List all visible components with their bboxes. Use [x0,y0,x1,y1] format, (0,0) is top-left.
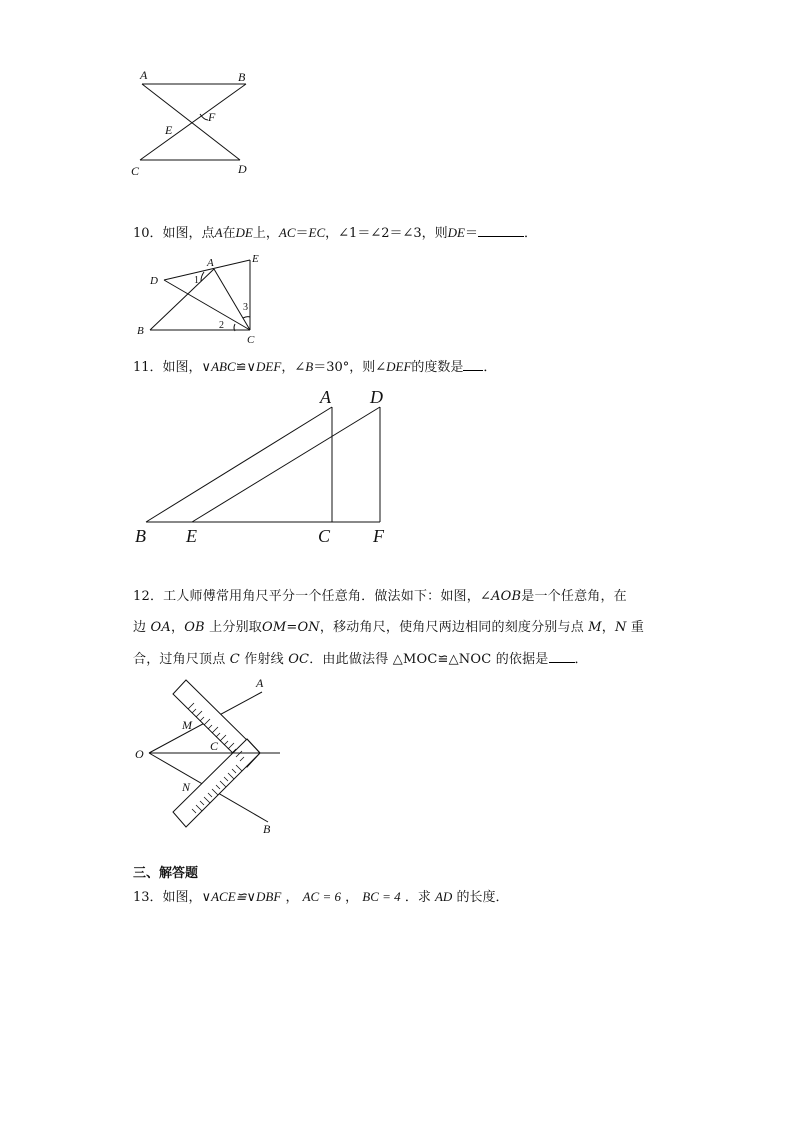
label-F: F [208,110,216,124]
label-O: O [135,747,144,761]
figure-q11 [130,385,400,550]
question-10: 10．如图，点A在DE上，AC＝EC，∠1＝∠2＝∠3，则DE＝ ． [133,225,538,241]
label-C: C [210,739,219,753]
label-C: C [131,164,140,178]
answer-blank-q12[interactable] [549,650,575,663]
label-E: E [186,526,197,546]
label-A: A [207,257,214,269]
label-D: D [370,387,383,407]
label-A: A [256,676,264,690]
q12-number: 12． [133,589,164,604]
label-D: D [238,162,247,176]
figure-q9 [120,62,280,182]
answer-blank-q10[interactable] [478,224,524,237]
label-C: C [247,334,255,346]
label-E: E [165,123,173,137]
figure-q12 [130,672,290,842]
label-1: 1 [194,275,199,286]
q13-number: 13． [133,890,163,905]
q11-number: 11． [133,360,163,375]
figure-q10 [130,250,270,346]
label-B: B [137,325,144,337]
label-B: B [238,70,246,84]
label-2: 2 [219,320,224,331]
answer-blank-q11[interactable] [463,358,483,371]
question-13: 13．如图，∨ACE≌∨DBF ， AC = 6 ， BC = 4 ．求 AD 的长度． [133,889,509,905]
label-A: A [140,68,148,82]
label-N: N [182,780,191,794]
question-12-line-3: 合，过角尺顶点 C 作射线 OC．由此做法得 △MOC≌△NOC 的依据是 ． [133,652,588,667]
question-12-line-1: 12．工人师傅常用角尺平分一个任意角．做法如下：如图，∠AOB是一个任意角，在 [133,589,627,604]
section-title: 三、解答题 [133,866,199,881]
label-B: B [263,822,271,836]
q10-number: 10． [133,226,163,241]
question-11: 11．如图，∨ABC≌∨DEF，∠B＝30°，则∠DEF的度数是 ． [133,359,497,375]
label-F: F [373,526,384,546]
label-3: 3 [243,302,248,313]
label-C: C [318,526,331,546]
label-A: A [320,387,331,407]
label-M: M [182,718,192,732]
question-12-line-2: 边 OA，OB 上分别取OM=ON，移动角尺，使角尺两边相同的刻度分别与点 M，N 重 [133,620,645,635]
label-B: B [135,526,146,546]
label-E: E [252,253,259,265]
label-D: D [150,275,158,287]
